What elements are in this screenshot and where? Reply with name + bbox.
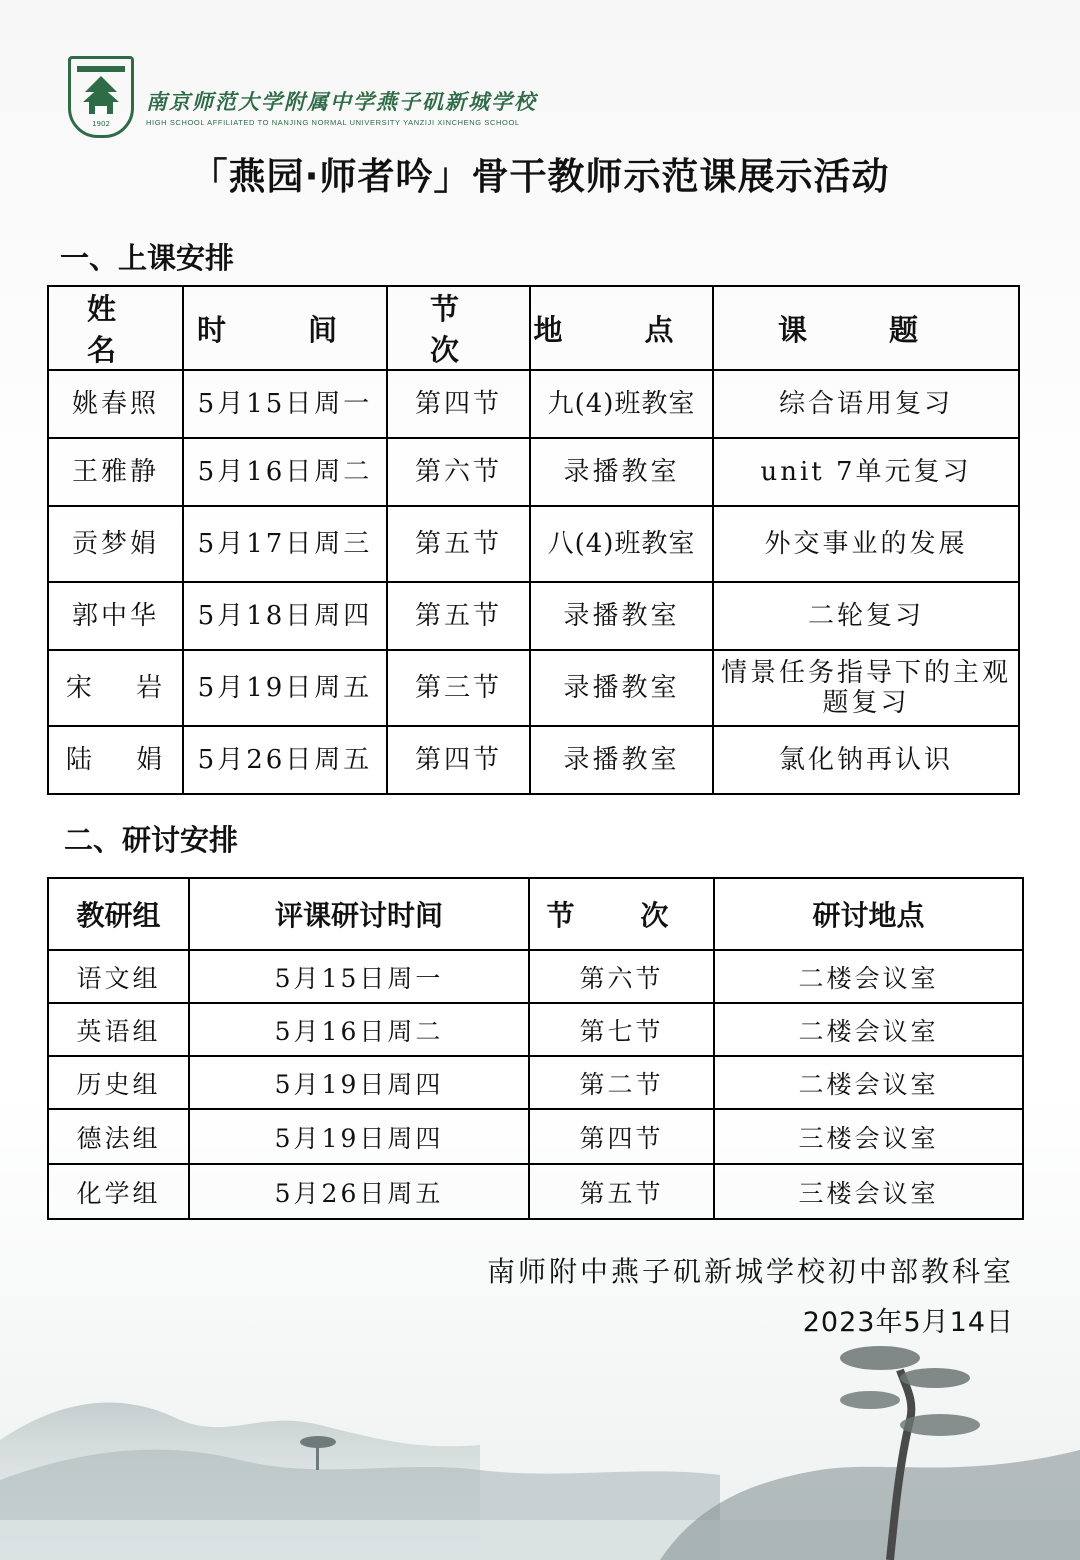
venue: 三楼会议室 [714,1109,1023,1164]
table-header-row [48,286,1019,370]
period: 第七节 [529,1003,714,1056]
class-time: 5月26日周五 [183,726,387,794]
table-row [48,1003,1023,1056]
teacher-name: 陆 娟 [48,726,183,794]
period: 第四节 [529,1109,714,1164]
review-time: 5月26日周五 [189,1164,529,1219]
class-time: 5月15日周一 [183,370,387,438]
class-topic: 综合语用复习 [713,370,1019,438]
teacher-name: 郭中华 [48,582,183,650]
venue: 二楼会议室 [714,950,1023,1003]
col-header-location: 地 点 [530,286,713,370]
section2-title: 二、研讨安排 [64,823,239,857]
table-row [48,1056,1023,1109]
teacher-name: 宋 岩 [48,650,183,726]
venue: 二楼会议室 [714,1003,1023,1056]
discussion-schedule-table [47,877,1024,1220]
class-time: 5月16日周二 [183,438,387,506]
class-location: 八(4)班教室 [530,506,713,582]
class-location: 录播教室 [530,582,713,650]
class-location: 录播教室 [530,438,713,506]
period: 第六节 [529,950,714,1003]
review-time: 5月19日周四 [189,1056,529,1109]
period: 第五节 [529,1164,714,1219]
class-topic: 氯化钠再认识 [713,726,1019,794]
table-row [48,1164,1023,1219]
col-header-period: 节 次 [529,878,714,950]
group-name: 语文组 [48,950,189,1003]
class-topic: 二轮复习 [713,582,1019,650]
class-time: 5月19日周五 [183,650,387,726]
class-period: 第三节 [387,650,530,726]
class-topic: unit 7单元复习 [713,438,1019,506]
class-topic: 外交事业的发展 [713,506,1019,582]
class-location: 九(4)班教室 [530,370,713,438]
col-header-venue: 研讨地点 [714,878,1023,950]
col-header-topic: 课 题 [713,286,1019,370]
table-row [48,726,1019,794]
teacher-name: 姚春照 [48,370,183,438]
teacher-name: 贡梦娟 [48,506,183,582]
table-row [48,370,1019,438]
col-header-review-time: 评课研讨时间 [189,878,529,950]
class-period: 第五节 [387,506,530,582]
class-schedule-table [47,285,1020,795]
table-row [48,582,1019,650]
class-period: 第四节 [387,370,530,438]
school-name-cn: 南京师范大学附属中学燕子矶新城学校 [146,89,537,114]
table-row [48,438,1019,506]
section1-title: 一、上课安排 [60,241,235,275]
class-period: 第五节 [387,582,530,650]
school-seal-icon [68,56,134,138]
teacher-name: 王雅静 [48,438,183,506]
review-time: 5月19日周四 [189,1109,529,1164]
class-period: 第四节 [387,726,530,794]
review-time: 5月15日周一 [189,950,529,1003]
col-header-group: 教研组 [48,878,189,950]
group-name: 英语组 [48,1003,189,1056]
class-period: 第六节 [387,438,530,506]
class-location: 录播教室 [530,650,713,726]
table-row [48,650,1019,726]
period: 第二节 [529,1056,714,1109]
class-time: 5月17日周三 [183,506,387,582]
seal-year: 1902 [92,120,110,128]
table-header-row [48,878,1023,950]
class-time: 5月18日周四 [183,582,387,650]
school-name-en: HIGH SCHOOL AFFILIATED TO NANJING NORMAL UNIVERSITY YANZIJI XINCHENG SCHOOL [146,118,520,127]
review-time: 5月16日周二 [189,1003,529,1056]
venue: 三楼会议室 [714,1164,1023,1219]
table-row [48,1109,1023,1164]
issue-date: 2023年5月14日 [802,1307,1014,1338]
page-title: 「燕园·师者吟」骨干教师示范课展示活动 [190,155,890,198]
col-header-time: 时 间 [183,286,387,370]
col-header-name: 姓 名 [48,286,183,370]
group-name: 历史组 [48,1056,189,1109]
table-row [48,950,1023,1003]
ink-landscape-illustration [0,1330,1080,1560]
group-name: 化学组 [48,1164,189,1219]
class-topic: 情景任务指导下的主观题复习 [713,650,1019,726]
venue: 二楼会议室 [714,1056,1023,1109]
col-header-period: 节 次 [387,286,530,370]
issuing-department: 南师附中燕子矶新城学校初中部教科室 [486,1255,1014,1288]
class-location: 录播教室 [530,726,713,794]
group-name: 德法组 [48,1109,189,1164]
table-row [48,506,1019,582]
school-logo [68,56,588,146]
